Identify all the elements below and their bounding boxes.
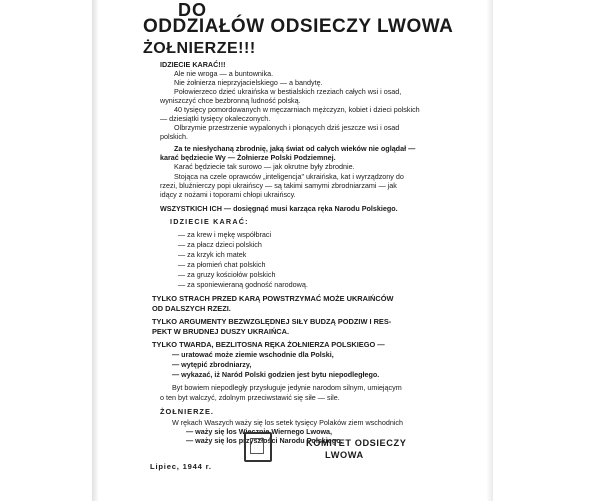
- closing-line: — waży się los przyszłości Narodu Polskiego.: [186, 436, 343, 445]
- closing-line: W rękach Waszych waży się los setek tysięcy Polaków ziem wschodnich: [172, 418, 404, 427]
- section1-line: Nie żołnierza nieprzyjacielskiego — a bandytę.: [174, 78, 323, 87]
- list-item: — za krew i mękę współbraci: [178, 230, 272, 239]
- section1-line: Ale nie wroga — a buntownika.: [174, 69, 274, 78]
- document-date: Lipiec, 1944 r.: [150, 462, 212, 471]
- list-item: — wytępić zbrodniarzy,: [172, 360, 252, 369]
- statement-line: TYLKO STRACH PRZED KARĄ POWSTRZYMAĆ MOŻE UKRAIŃCÓW: [152, 294, 394, 303]
- scan-edge-shadow-right: [487, 0, 493, 501]
- statement-line: PEKT W BRUDNEJ DUSZY UKRAIŃCA.: [152, 327, 290, 336]
- list-item: — za sponiewieraną godność narodową.: [178, 280, 308, 289]
- section5-line: Byt bowiem niepodległy przysługuje jedynie narodom silnym, umiejącym: [172, 383, 402, 392]
- header-do: DO: [178, 0, 207, 20]
- section1-line: Olbrzymie przestrzenie wypalonych i płonących dziś jeszcze wsi i osad: [174, 123, 400, 132]
- closing-salutation: ŻOŁNIERZE.: [160, 407, 214, 416]
- committee-name-line1: KOMITET ODSIECZY: [306, 438, 407, 448]
- list-item: — za krzyk ich matek: [178, 250, 247, 259]
- section1-line: Połowierzeco dzieć ukraińska w bestialskich rzeziach całych wsi i osad,: [174, 87, 402, 96]
- section2-line: rzezi, bluźnierczy popi ukraińscy — są takimi samymi zbrodniarzami — jak: [160, 181, 397, 190]
- closing-line: — waży się los Wiecznie Wiernego Lwowa,: [186, 427, 333, 436]
- list-item: — za płacz dzieci polskich: [178, 240, 262, 249]
- scan-edge-shadow-left: [92, 0, 98, 501]
- all-of-them-line: WSZYSTKICH ICH — dosięgnąć musi karząca ręka Narodu Polskiego.: [160, 204, 398, 213]
- section1-line: polskich.: [160, 132, 188, 141]
- stamp-mark: [244, 432, 272, 462]
- section2-line: Za te niesłychaną zbrodnię, jaką świat od całych wieków nie oglądał —: [174, 144, 416, 153]
- list-item: — za gruzy kościołów polskich: [178, 270, 276, 279]
- list-item: — za płomień chat polskich: [178, 260, 266, 269]
- page-title: ODDZIAŁÓW ODSIECZY LWOWA: [143, 16, 454, 37]
- salutation-heading: ŻOŁNIERZE!!!: [143, 40, 256, 57]
- list-item: — uratować może ziemie wschodnie dla Polski,: [172, 350, 334, 359]
- section3-heading: IDZIECIE KARAĆ:: [170, 217, 249, 226]
- section2-line: Karać będziecie tak surowo — jak okrutne były zbrodnie.: [174, 162, 355, 171]
- section2-line: Stojąca na czele oprawców „inteligencja" ukraińska, kat i wyrządzony do: [174, 172, 404, 181]
- section2-line: idący z nożami i toporami chłopi ukraińscy.: [160, 190, 296, 199]
- committee-name-line2: LWOWA: [325, 450, 364, 460]
- statement-line: TYLKO TWARDA, BEZLITOSNA RĘKA ŻOŁNIERZA POLSKIEGO —: [152, 340, 385, 349]
- list-item: — wykazać, iż Naród Polski godzien jest bytu niepodległego.: [172, 370, 380, 379]
- section1-heading: IDZIECIE KARAĆ!!!: [160, 60, 226, 69]
- section1-line: wyniszczyć chce bezbronną ludność polską.: [160, 96, 301, 105]
- section2-line: karać będziecie Wy — Żołnierze Polski Podziemnej.: [160, 153, 336, 162]
- section5-line: o ten byt walczyć, zdolnym przeciwstawić się siłe — sile.: [160, 393, 340, 402]
- section1-line: — dziesiątki tysięcy okaleczonych.: [160, 114, 271, 123]
- section1-line: 40 tysięcy pomordowanych w męczarniach mężczyzn, kobiet i dzieci polskich: [174, 105, 420, 114]
- statement-line: TYLKO ARGUMENTY BEZWZGLĘDNEJ SIŁY BUDZĄ PODZIW I RES-: [152, 317, 392, 326]
- statement-line: OD DALSZYCH RZEZI.: [152, 304, 231, 313]
